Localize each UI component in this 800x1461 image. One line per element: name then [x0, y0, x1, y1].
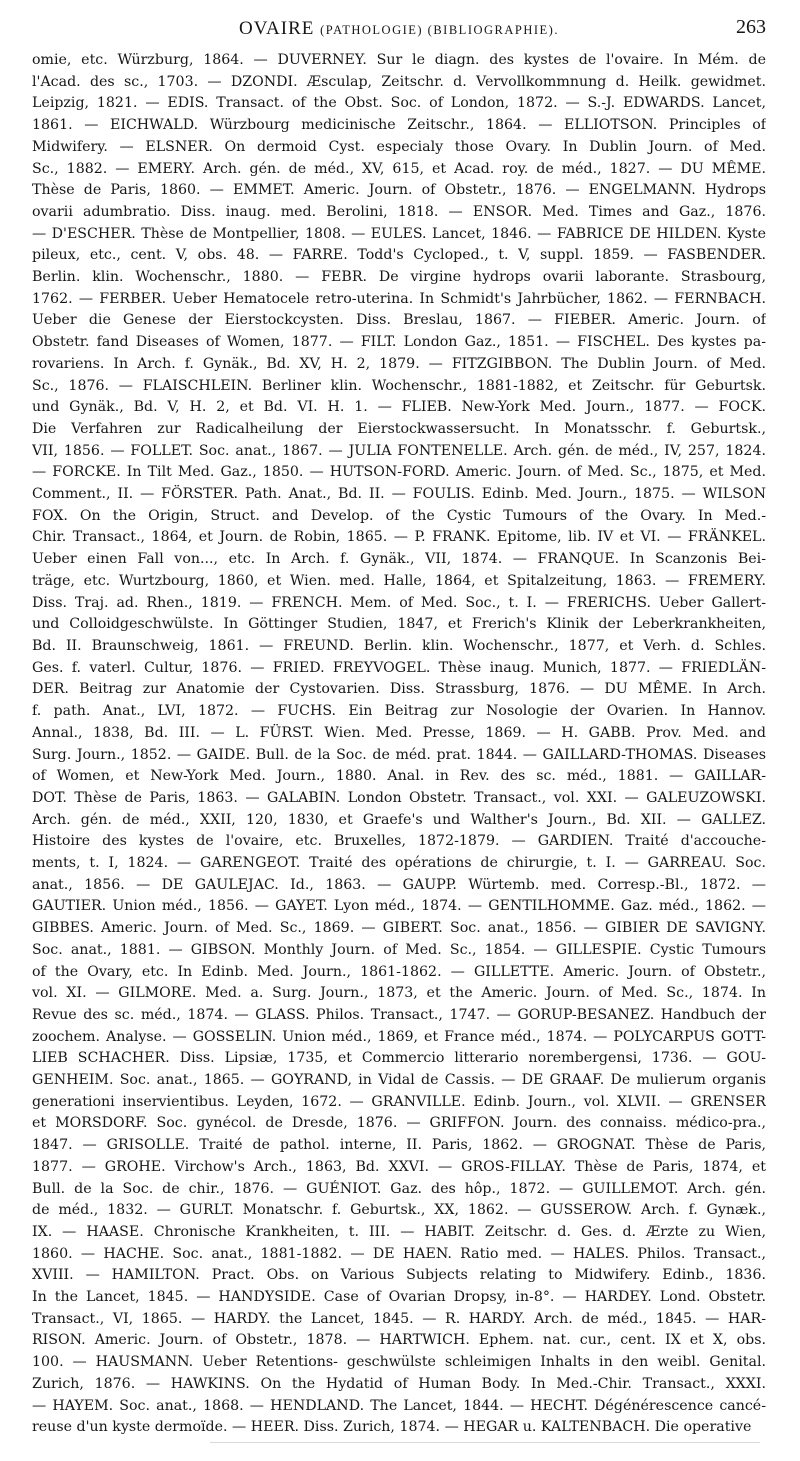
text-line: Bd. II. Braunschweig, 1861. — FREUND. Berlin. klin. Wochenschr., 1877, et Verh. d. Schles.: [32, 637, 766, 654]
text-line: Ges. f. vaterl. Cultur, 1876. — FRIED. FREYVOGEL. Thèse inaug. Munich, 1877. — FRIEDLÄN-: [32, 659, 766, 676]
text-line: 1860. — HACHE. Soc. anat., 1881-1882. — DE HAEN. Ratio med. — HALES. Philos. Transact.,: [32, 1245, 766, 1262]
text-line: Sc., 1882. — EMERY. Arch. gén. de méd., XV, 615, et Acad. roy. de méd., 1827. — DU MÊME.: [32, 160, 766, 177]
bibliography-text: [32, 50, 766, 1439]
text-line: ments, t. I, 1824. — GARENGEOT. Traité des opérations de chirurgie, t. I. — GARREAU. Soc.: [32, 855, 766, 872]
text-line: of the Ovary, etc. In Edinb. Med. Journ., 1861-1862. — GILLETTE. Americ. Journ. of Obstetr.,: [32, 963, 766, 980]
text-line: et MORSDORF. Soc. gynécol. de Dresde, 1876. — GRIFFON. Journ. des connaiss. médico-pra.,: [32, 1115, 766, 1132]
text-line: FOX. On the Origin, Struct. and Develop. of the Cystic Tumours of the Ovary. In Med.-: [32, 507, 766, 524]
text-line: reuse d'un kyste dermoïde. — HEER. Diss. Zurich, 1874. — HEGAR u. KALTENBACH. Die operative: [32, 1419, 752, 1436]
text-line: Leipzig, 1821. — EDIS. Transact. of the Obst. Soc. of London, 1872. — S.-J. EDWARDS. Lancet,: [32, 95, 766, 112]
text-line: Soc. anat., 1881. — GIBSON. Monthly Journ. of Med. Sc., 1854. — GILLESPIE. Cystic Tumours: [32, 941, 766, 958]
text-line: anat., 1856. — DE GAULEJAC. Id., 1863. — GAUPP. Würtemb. med. Corresp.-Bl., 1872. —: [32, 876, 766, 893]
text-line: Thèse de Paris, 1860. — EMMET. Americ. Journ. of Obstetr., 1876. — ENGELMANN. Hydrops: [32, 182, 766, 199]
text-line: de méd., 1832. — GURLT. Monatschr. f. Geburtsk., XX, 1862. — GUSSEROW. Arch. f. Gynæk.,: [32, 1202, 766, 1219]
text-line: vol. XI. — GILMORE. Med. a. Surg. Journ., 1873, et the Americ. Journ. of Med. Sc., 1874. In: [32, 985, 766, 1002]
text-line: Sc., 1876. — FLAISCHLEIN. Berliner klin. Wochenschr., 1881-1882, et Zeitschr. für Geburtsk.: [32, 377, 766, 394]
text-line: Histoire des kystes de l'ovaire, etc. Bruxelles, 1872-1879. — GARDIEN. Traité d'accouche-: [32, 833, 766, 850]
text-line: XVIII. — HAMILTON. Pract. Obs. on Various Subjects relating to Midwifery. Edinb., 1836.: [32, 1267, 766, 1284]
text-line: Ueber die Genese der Eierstockcysten. Diss. Breslau, 1867. — FIEBER. Americ. Journ. of: [32, 312, 766, 329]
text-line: ovarii adumbratio. Diss. inaug. med. Berolini, 1818. — ENSOR. Med. Times and Gaz., 1876.: [32, 203, 766, 220]
text-line: GENHEIM. Soc. anat., 1865. — GOYRAND, in Vidal de Cassis. — DE GRAAF. De mulierum organis: [32, 1072, 766, 1089]
text-line: Arch. gén. de méd., XXII, 120, 1830, et Graefe's und Walther's Journ., Bd. XII. — GALLEZ.: [32, 811, 766, 828]
text-line: Berlin. klin. Wochenschr., 1880. — FEBR. De virgine hydrops ovarii laborante. Strasbourg,: [32, 269, 766, 286]
text-line: pileux, etc., cent. V, obs. 48. — FARRE. Todd's Cycloped., t. V, suppl. 1859. — FASBENDER.: [32, 247, 766, 264]
text-line: IX. — HAASE. Chronische Krankheiten, t. III. — HABIT. Zeitschr. d. Ges. d. Ærzte zu Wien,: [32, 1223, 766, 1240]
text-line: Revue des sc. méd., 1874. — GLASS. Philos. Transact., 1747. — GORUP-BESANEZ. Handbuch der: [32, 1006, 766, 1023]
running-head-main: OVAIRE: [239, 18, 321, 39]
text-line: omie, etc. Würzburg, 1864. — DUVERNEY. Sur le diagn. des kystes de l'ovaire. In Mém. de: [32, 52, 766, 68]
text-line: Ueber einen Fall von..., etc. In Arch. f. Gynäk., VII, 1874. — FRANQUE. In Scanzonis Bei-: [32, 551, 766, 568]
text-line: rovariens. In Arch. f. Gynäk., Bd. XV, H. 2, 1879. — FITZGIBBON. The Dublin Journ. of Med.: [32, 355, 766, 372]
text-line: GIBBES. Americ. Journ. of Med. Sc., 1869. — GIBERT. Soc. anat., 1856. — GIBIER DE SAVIGNY.: [32, 920, 766, 937]
text-line: Chir. Transact., 1864, et Journ. de Robin, 1865. — P. FRANK. Epitome, lib. IV et VI. — FRÄNKEL.: [32, 529, 766, 546]
text-line: generationi inservientibus. Leyden, 1672. — GRANVILLE. Edinb. Journ., vol. XLVII. — GRENSER: [32, 1093, 766, 1110]
text-line: Midwifery. — ELSNER. On dermoid Cyst. especialy those Ovary. In Dublin Journ. of Med.: [32, 138, 766, 155]
text-line: Comment., II. — FÖRSTER. Path. Anat., Bd. II. — FOULIS. Edinb. Med. Journ., 1875. — WILSON: [32, 486, 766, 503]
text-line: RISON. Americ. Journ. of Obstetr., 1878. — HARTWICH. Ephem. nat. cur., cent. IX et X, obs.: [32, 1332, 766, 1349]
text-line: of Women, et New-York Med. Journ., 1880. Anal. in Rev. des sc. méd., 1881. — GAILLAR-: [32, 768, 766, 785]
text-line: DER. Beitrag zur Anatomie der Cystovarien. Diss. Strassburg, 1876. — DU MÊME. In Arch.: [32, 681, 766, 698]
page-number: 263: [736, 16, 766, 38]
text-line: 1861. — EICHWALD. Würzbourg medicinische Zeitschr., 1864. — ELLIOTSON. Principles of: [32, 117, 766, 134]
text-line: — D'ESCHER. Thèse de Montpellier, 1808. — EULES. Lancet, 1846. — FABRICE DE HILDEN. Kyste: [32, 225, 766, 242]
text-line: In the Lancet, 1845. — HANDYSIDE. Case of Ovarian Dropsy, in-8°. — HARDEY. Lond. Obstetr.: [32, 1289, 766, 1306]
text-line: träge, etc. Wurtzbourg, 1860, et Wien. med. Halle, 1864, et Spitalzeitung, 1863. — FREMERY.: [32, 572, 766, 589]
text-line: 100. — HAUSMANN. Ueber Retentions- geschwülste schleimigen Inhalts in den weibl. Genital.: [32, 1354, 766, 1371]
running-head: [239, 8, 559, 40]
text-line: Zurich, 1876. — HAWKINS. On the Hydatid of Human Body. In Med.-Chir. Transact., XXXI.: [32, 1375, 766, 1392]
text-line: LIEB SCHACHER. Diss. Lipsiæ, 1735, et Commercio litterario norembergensi, 1736. — GOU-: [32, 1050, 766, 1067]
text-line: — FORCKE. In Tilt Med. Gaz., 1850. — HUTSON-FORD. Americ. Journ. of Med. Sc., 1875, et Med.: [32, 464, 766, 481]
text-line: Die Verfahren zur Radicalheilung der Eierstockwassersucht. In Monatsschr. f. Geburtsk.,: [32, 420, 766, 437]
text-line: Annal., 1838, Bd. III. — L. FÜRST. Wien. Med. Presse, 1869. — H. GABB. Prov. Med. and: [32, 724, 766, 741]
text-line: Diss. Traj. ad. Rhen., 1819. — FRENCH. Mem. of Med. Soc., t. I. — FRERICHS. Ueber Gallert-: [32, 594, 766, 611]
text-line: Transact., VI, 1865. — HARDY. the Lancet, 1845. — R. HARDY. Arch. de méd., 1845. — HAR-: [32, 1310, 766, 1327]
text-line: 1877. — GROHE. Virchow's Arch., 1863, Bd. XXVI. — GROS-FILLAY. Thèse de Paris, 1874, et: [32, 1158, 766, 1175]
text-line: Obstetr. fand Diseases of Women, 1877. — FILT. London Gaz., 1851. — FISCHEL. Des kystes pa-: [32, 334, 766, 351]
running-head-subtitle: (PATHOLOGIE) (BIBLIOGRAPHIE).: [320, 23, 559, 37]
text-line: und Gynäk., Bd. V, H. 2, et Bd. VI. H. 1. — FLIEB. New-York Med. Journ., 1877. — FOCK.: [32, 399, 766, 416]
text-line: VII, 1856. — FOLLET. Soc. anat., 1867. — JULIA FONTENELLE. Arch. gén. de méd., IV, 257, 1824.: [32, 442, 766, 459]
text-line: Bull. de la Soc. de chir., 1876. — GUÉNIOT. Gaz. des hôp., 1872. — GUILLEMOT. Arch. gén.: [32, 1180, 766, 1197]
text-line: zoochem. Analyse. — GOSSELIN. Union méd., 1869, et France méd., 1874. — POLYCARPUS GOTT-: [32, 1028, 766, 1045]
text-line: l'Acad. des sc., 1703. — DZONDI. Æsculap, Zeitschr. d. Vervollkommnung d. Heilk. gewidmet.: [32, 73, 766, 90]
text-line: — HAYEM. Soc. anat., 1868. — HENDLAND. The Lancet, 1844. — HECHT. Dégénérescence cancé-: [32, 1397, 766, 1414]
text-line: 1847. — GRISOLLE. Traité de pathol. interne, II. Paris, 1862. — GROGNAT. Thèse de Paris,: [32, 1137, 766, 1154]
text-line: Surg. Journ., 1852. — GAIDE. Bull. de la Soc. de méd. prat. 1844. — GAILLARD-THOMAS. Diseases: [32, 746, 766, 763]
text-line: f. path. Anat., LVI, 1872. — FUCHS. Ein Beitrag zur Nosologie der Ovarien. In Hannov.: [32, 703, 766, 720]
bottom-divider: [210, 1442, 760, 1443]
text-line: 1762. — FERBER. Ueber Hematocele retro-uterina. In Schmidt's Jahrbücher, 1862. — FERNBACH.: [32, 290, 766, 307]
text-line: und Colloidgeschwülste. In Göttinger Studien, 1847, et Frerich's Klinik der Leberkrankheiten,: [32, 616, 766, 633]
text-line: GAUTIER. Union méd., 1856. — GAYET. Lyon méd., 1874. — GENTILHOMME. Gaz. méd., 1862. —: [32, 898, 766, 915]
text-line: DOT. Thèse de Paris, 1863. — GALABIN. London Obstetr. Transact., vol. XXI. — GALEUZOWSKI.: [32, 789, 766, 806]
page-header: [32, 0, 766, 48]
